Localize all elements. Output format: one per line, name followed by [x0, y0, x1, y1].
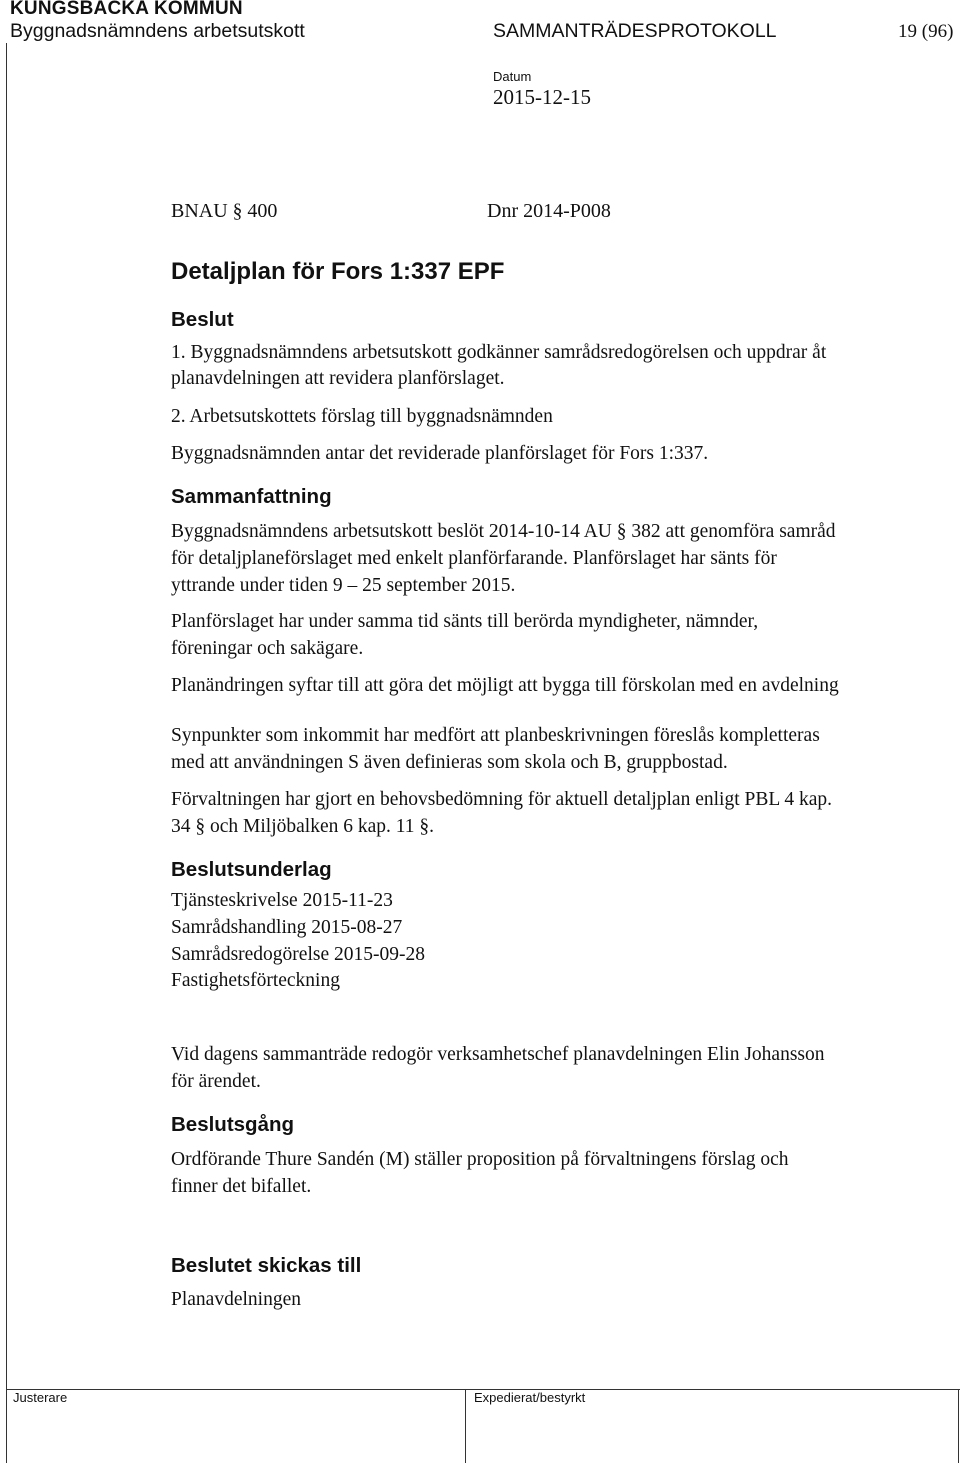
- sammanfattning-p2-line-1: Planförslaget har under samma tid sänts till berörda myndigheter, nämnder,: [171, 611, 759, 632]
- underlag-item: Fastighetsförteckning: [171, 970, 340, 991]
- beslutsgang-heading: Beslutsgång: [171, 1113, 295, 1136]
- footer-divider-left: [465, 1389, 466, 1463]
- underlag-item: Samrådshandling 2015-08-27: [171, 917, 403, 938]
- sammanfattning-p2-line-2: föreningar och sakägare.: [171, 638, 364, 659]
- underlag-item: Tjänsteskrivelse 2015-11-23: [171, 890, 393, 911]
- beslut-item-2-text: Byggnadsnämnden antar det reviderade planförslaget för Fors 1:337.: [171, 443, 709, 464]
- sammanfattning-p1-line-1: [171, 518, 836, 545]
- sammanfattning-p5-line-2a: 34: [171, 816, 191, 837]
- document-type: SAMMANTRÄDESPROTOKOLL: [493, 20, 777, 42]
- diary-number: Dnr 2014-P008: [487, 200, 611, 222]
- beslut-item-2: 2. Arbetsutskottets förslag till byggnadsnämnden: [171, 406, 553, 427]
- sammanfattning-p5-line-2c: .: [429, 816, 435, 837]
- paragraph-prefix: BNAU: [171, 200, 228, 222]
- footer-expedierat: Expedierat/bestyrkt: [474, 1390, 586, 1405]
- underlag-note-line-1: Vid dagens sammanträde redogör verksamhetschef planavdelningen Elin Johansson: [171, 1044, 825, 1065]
- section-symbol: §: [195, 816, 206, 837]
- sammanfattning-p3: Planändringen syftar till att göra det möjligt att bygga till förskolan med en avdelning: [171, 675, 839, 696]
- footer-justerare: Justerare: [13, 1390, 68, 1405]
- sammanfattning-p5-line-2: [171, 813, 434, 840]
- beslut-item-1-line-1: 1. Byggnadsnämndens arbetsutskott godkänner samrådsredogörelsen och uppdrar åt: [171, 342, 827, 363]
- sammanfattning-p1-line-1a: Byggnadsnämndens arbetsutskott beslöt 2014-10-14 AU: [171, 521, 612, 542]
- section-symbol: §: [232, 201, 243, 222]
- paragraph-number: 400: [247, 200, 278, 222]
- sammanfattning-p5-line-2b: och Miljöbalken 6 kap. 11: [210, 816, 415, 837]
- sammanfattning-p1-line-1b: 382 att genomföra samråd: [631, 521, 836, 542]
- skickas-recipient: Planavdelningen: [171, 1289, 301, 1310]
- footer-divider-right: [958, 1389, 959, 1463]
- sammanfattning-p5-line-1: Förvaltningen har gjort en behovsbedömning för aktuell detaljplan enligt PBL 4 kap.: [171, 789, 833, 810]
- section-symbol: §: [419, 816, 430, 837]
- sammanfattning-p4-line-1: Synpunkter som inkommit har medfört att planbeskrivningen föreslås kompletteras: [171, 725, 820, 746]
- sammanfattning-heading: Sammanfattning: [171, 485, 332, 508]
- sammanfattning-p4-line-2: med att användningen S även definieras som skola och B, gruppbostad.: [171, 752, 728, 773]
- page-number: 19 (96): [898, 21, 954, 42]
- paragraph-reference: [171, 200, 277, 223]
- sammanfattning-p1-line-3: yttrande under tiden 9 – 25 september 2015.: [171, 575, 516, 596]
- date-label: Datum: [493, 69, 532, 84]
- beslutsunderlag-heading: Beslutsunderlag: [171, 858, 332, 881]
- section-symbol: §: [616, 521, 627, 542]
- beslut-heading: Beslut: [171, 308, 234, 331]
- underlag-item: Samrådsredogörelse 2015-09-28: [171, 944, 425, 965]
- underlag-note-line-2: för ärendet.: [171, 1071, 261, 1092]
- skickas-heading: Beslutet skickas till: [171, 1254, 362, 1277]
- date-value: 2015-12-15: [493, 85, 591, 109]
- beslutsgang-line-1: Ordförande Thure Sandén (M) ställer proposition på förvaltningens förslag och: [171, 1149, 789, 1170]
- unit-name: Byggnadsnämndens arbetsutskott: [10, 20, 305, 42]
- beslutsgang-line-2: finner det bifallet.: [171, 1176, 312, 1197]
- case-title: Detaljplan för Fors 1:337 EPF: [171, 258, 505, 285]
- organization-name: KUNGSBACKA KOMMUN: [10, 0, 243, 19]
- beslut-item-1-line-2: planavdelningen att revidera planförslaget.: [171, 368, 505, 389]
- left-margin-line: [6, 43, 7, 1463]
- sammanfattning-p1-line-2: för detaljplaneförslaget med enkelt planförfarande. Planförslaget har sänts för: [171, 548, 777, 569]
